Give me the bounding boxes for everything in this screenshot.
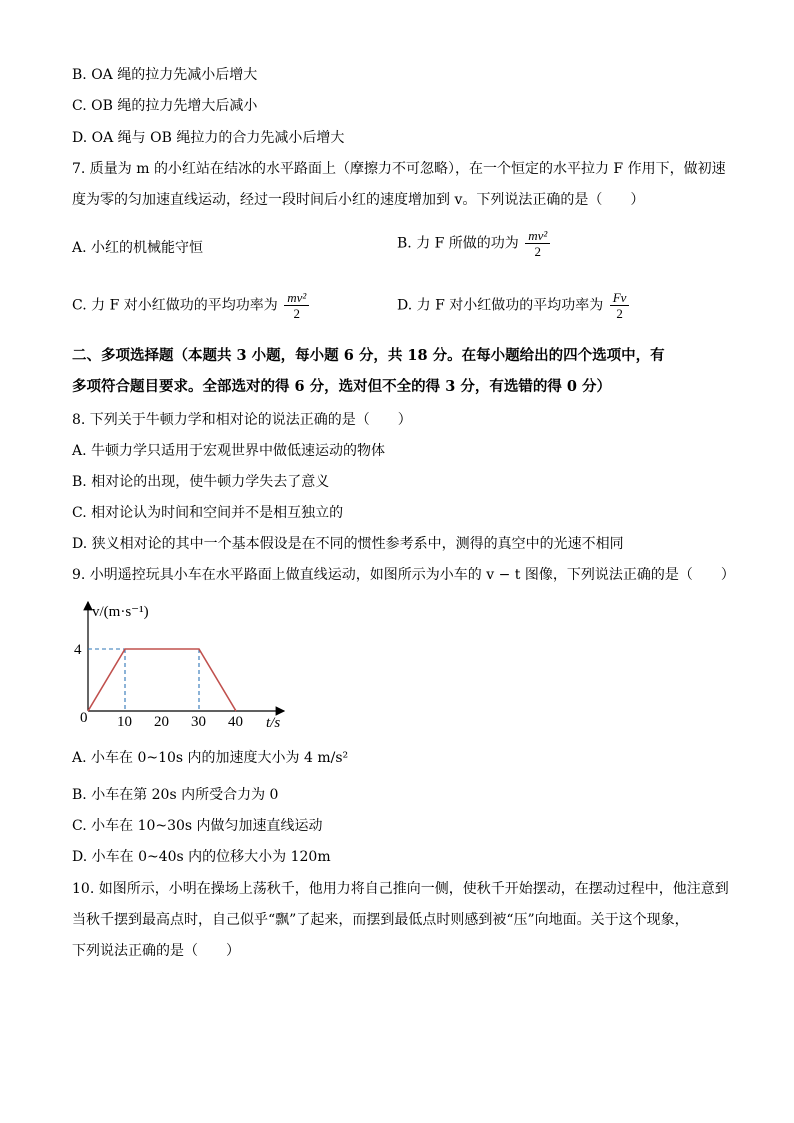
q9-option-c: C. 小车在 10~30s 内做匀加速直线运动 <box>72 818 323 834</box>
q7-option-b-text: B. 力 F 所做的功为 <box>397 235 519 252</box>
velocity-line <box>88 649 236 711</box>
q7-option-b-fraction <box>525 228 550 259</box>
q7-option-d <box>397 290 629 321</box>
q8-option-b: B. 相对论的出现，使牛顿力学失去了意义 <box>72 474 330 490</box>
q7-option-c <box>72 290 309 321</box>
x-tick-label: 20 <box>154 714 169 730</box>
origin-label: 0 <box>80 710 88 726</box>
q6-option-b: B. OA 绳的拉力先减小后增大 <box>72 67 258 83</box>
vt-graph <box>70 596 300 732</box>
q9-option-a: A. 小车在 0~10s 内的加速度大小为 4 m/s² <box>72 750 349 766</box>
x-tick-label: 40 <box>228 714 243 730</box>
q6-option-c: C. OB 绳的拉力先增大后减小 <box>72 98 258 114</box>
y-axis-label: v/(m·s⁻¹) <box>92 604 149 620</box>
fraction-denominator: 2 <box>525 243 550 259</box>
y-tick-label: 4 <box>74 642 82 658</box>
q10-stem-line1: 10. 如图所示，小明在操场上荡秋千，他用力将自己推向一侧，使秋千开始摆动，在摆动过程中，他注意到 <box>72 881 729 897</box>
q10-stem-line2: 当秋千摆到最高点时，自己似乎“飘”了起来，而摆到最低点时则感到被“压”向地面。关于这个现象， <box>72 912 689 928</box>
q8-option-d: D. 狭义相对论的其中一个基本假设是在不同的惯性参考系中，测得的真空中的光速不相同 <box>72 536 624 552</box>
fraction-denominator: 2 <box>284 305 309 321</box>
q7-option-d-fraction <box>610 290 630 321</box>
q9-option-d: D. 小车在 0~40s 内的位移大小为 120m <box>72 849 331 865</box>
q9-stem: 9. 小明遥控玩具小车在水平路面上做直线运动，如图所示为小车的 v − t 图像，下列说法正确的是（ ） <box>72 567 735 583</box>
q8-stem: 8. 下列关于牛顿力学和相对论的说法正确的是（ ） <box>72 412 412 428</box>
q8-option-c: C. 相对论认为时间和空间并不是相互独立的 <box>72 505 344 521</box>
q7-option-c-fraction <box>284 290 309 321</box>
q7-option-d-text: D. 力 F 对小红做功的平均功率为 <box>397 297 604 314</box>
section2-heading-line1: 二、多项选择题（本题共 3 小题，每小题 6 分，共 18 分。在每小题给出的四个选项中，有 <box>72 347 665 364</box>
tick-labels <box>74 642 243 730</box>
q6-option-d: D. OA 绳与 OB 绳拉力的合力先减小后增大 <box>72 130 345 146</box>
q10-stem-line3: 下列说法正确的是（ ） <box>72 943 240 959</box>
fraction-numerator: mv² <box>528 228 548 243</box>
x-tick-label: 10 <box>117 714 132 730</box>
x-tick-label: 30 <box>191 714 206 730</box>
q7-stem-line2: 度为零的匀加速直线运动，经过一段时间后小红的速度增加到 v。下列说法正确的是（ ） <box>72 192 645 208</box>
q8-option-a: A. 牛顿力学只适用于宏观世界中做低速运动的物体 <box>72 443 386 459</box>
q7-option-b <box>397 228 550 259</box>
x-axis-label: t/s <box>266 715 281 731</box>
q9-option-b: B. 小车在第 20s 内所受合力为 0 <box>72 787 279 803</box>
q7-stem-line1: 7. 质量为 m 的小红站在结冰的水平路面上（摩擦力不可忽略），在一个恒定的水平拉力 F 作用下，做初速 <box>72 161 726 177</box>
q7-option-a: A. 小红的机械能守恒 <box>72 240 204 256</box>
fraction-numerator: mv² <box>287 290 307 305</box>
section2-heading-line2: 多项符合题目要求。全部选对的得 6 分，选对但不全的得 3 分，有选错的得 0 分） <box>72 378 612 395</box>
fraction-denominator: 2 <box>610 305 630 321</box>
fraction-numerator: Fv <box>612 290 627 305</box>
dashed-guides <box>88 649 199 711</box>
q7-option-c-text: C. 力 F 对小红做功的平均功率为 <box>72 297 278 314</box>
